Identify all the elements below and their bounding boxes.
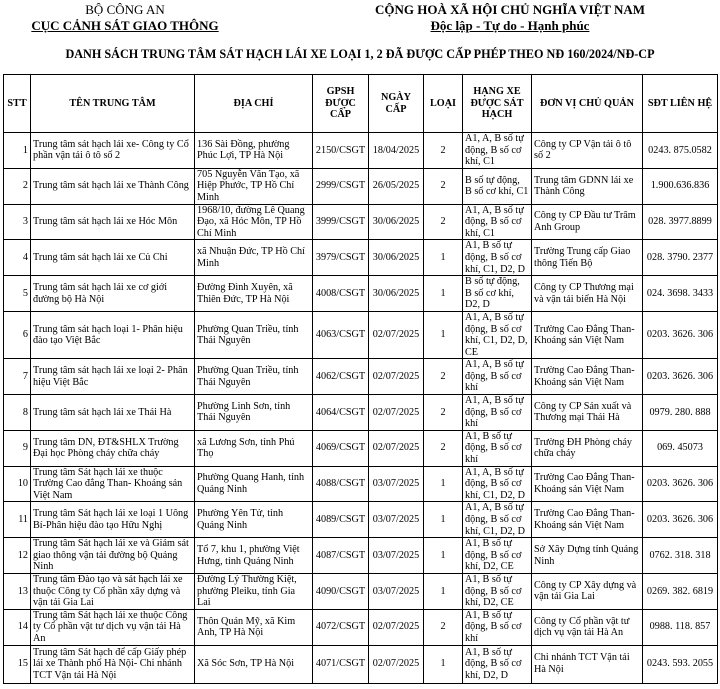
cell-license-classes: A1, A, B số tự động, B số cơ khí [463,395,532,431]
cell-stt: 12 [4,538,31,574]
cell-date: 02/07/2025 [369,430,424,466]
cell-license-classes: A1, B số tự động, B số cơ khí, D2, CE [463,573,532,609]
cell-gpsh: 3979/CSGT [313,240,369,276]
cell-owner: Công ty CP Xây dựng và vận tải Gia Lai [532,573,643,609]
cell-address: Đường Đình Xuyên, xã Thiên Đức, TP Hà Nội [195,276,313,312]
cell-license-classes: A1, A, B số tự động, B số cơ khí, C1, D2, D, CE [463,311,532,358]
national-heading [300,0,720,34]
cell-stt: 8 [4,395,31,431]
cell-gpsh: 3999/CSGT [313,204,369,240]
table-header-row [4,75,718,133]
cell-license-classes: A1, A, B số tự động, B số cơ khí, C1, D2, D [463,466,532,502]
cell-class: 1 [424,573,463,609]
cell-address: 705 Nguyễn Văn Tạo, xã Hiệp Phước, TP Hồ Chí Minh [195,168,313,204]
table-row [4,395,718,431]
issuer-block [0,0,250,34]
cell-owner: Trường Cao Đẳng Than-Khoáng sản Việt Nam [532,466,643,502]
nation-name: CỘNG HOÀ XÃ HỘI CHỦ NGHĨA VIỆT NAM [374,2,646,17]
cell-owner: Chi nhánh TCT Vận tải Hà Nội [532,645,643,683]
cell-gpsh: 4072/CSGT [313,609,369,645]
cell-phone: 0988. 118. 857 [643,609,718,645]
cell-license-classes: A1, B số tự động, B số cơ khí, C1, D2, D [463,240,532,276]
cell-stt: 6 [4,311,31,358]
cell-phone: 0762. 318. 318 [643,538,718,574]
cell-phone: 0203. 3626. 306 [643,311,718,358]
cell-date: 03/07/2025 [369,502,424,538]
cell-center-name: Trung tâm sát hạch lái xe- Công ty Cổ phần vận tải ô tô số 2 [31,133,195,169]
cell-license-classes: B số tự động, B số cơ khí, D2, D [463,276,532,312]
table-row [4,430,718,466]
cell-address: xã Lương Sơn, tỉnh Phú Thọ [195,430,313,466]
cell-stt: 10 [4,466,31,502]
cell-license-classes: A1, A, B số tự động, B số cơ khí [463,359,532,395]
cell-phone: 0243. 593. 2055 [643,645,718,683]
table-row [4,133,718,169]
col-header-stt: STT [4,75,31,133]
table-row [4,311,718,358]
cell-owner: Trường Cao Đẳng Than-Khoáng sản Việt Nam [532,359,643,395]
cell-owner: Công ty CP Sản xuất và Thương mại Thái Hà [532,395,643,431]
cell-stt: 7 [4,359,31,395]
col-header-phone: SĐT LIÊN HỆ [643,75,718,133]
cell-owner: Công ty CP Vận tải ô tô số 2 [532,133,643,169]
cell-owner: Công ty Cổ phần vật tư dịch vụ vận tải Hà An [532,609,643,645]
cell-stt: 3 [4,204,31,240]
cell-stt: 11 [4,502,31,538]
cell-date: 02/07/2025 [369,645,424,683]
cell-date: 02/07/2025 [369,609,424,645]
col-header-address: ĐỊA CHỈ [195,75,313,133]
cell-date: 02/07/2025 [369,395,424,431]
cell-date: 30/06/2025 [369,204,424,240]
cell-class: 2 [424,395,463,431]
cell-center-name: Trung tâm sát hạch lái xe loại 2- Phân hiệu Việt Bắc [31,359,195,395]
cell-center-name: Trung tâm sát hạch lái xe Hóc Môn [31,204,195,240]
cell-stt: 14 [4,609,31,645]
col-header-class: LOẠI [424,75,463,133]
cell-stt: 5 [4,276,31,312]
cell-phone: 028. 3790. 2377 [643,240,718,276]
cell-phone: 028. 3977.8899 [643,204,718,240]
cell-phone: 024. 3698. 3433 [643,276,718,312]
cell-date: 02/07/2025 [369,359,424,395]
cell-owner: Trường Cao Đẳng Than-Khoáng sản Việt Nam [532,502,643,538]
cell-license-classes: A1, B số tự động, B số cơ khí [463,430,532,466]
cell-owner: Trường ĐH Phòng cháy chữa cháy [532,430,643,466]
cell-center-name: Trung tâm Đào tạo và sát hạch lái xe thuộc Công ty Cổ phần xây dựng và vận tải Gia Lai [31,573,195,609]
cell-class: 2 [424,430,463,466]
cell-gpsh: 2999/CSGT [313,168,369,204]
agency-name: BỘ CÔNG AN [85,2,165,17]
cell-gpsh: 4088/CSGT [313,466,369,502]
table-row [4,609,718,645]
cell-class: 2 [424,609,463,645]
cell-phone: 0243. 875.0582 [643,133,718,169]
cell-gpsh: 4090/CSGT [313,573,369,609]
table-row [4,502,718,538]
table-row [4,168,718,204]
cell-class: 2 [424,133,463,169]
national-motto: Độc lập - Tự do - Hạnh phúc [430,18,590,33]
cell-center-name: Trung tâm sát hạch lái xe cơ giới đường bộ Hà Nội [31,276,195,312]
cell-class: 2 [424,359,463,395]
cell-date: 18/04/2025 [369,133,424,169]
cell-gpsh: 4062/CSGT [313,359,369,395]
cell-class: 1 [424,466,463,502]
table-row [4,538,718,574]
cell-license-classes: A1, A, B số tự động, B số cơ khí, C1, D2, D [463,502,532,538]
table-row [4,466,718,502]
cell-phone: 0979. 280. 888 [643,395,718,431]
document-title: DANH SÁCH TRUNG TÂM SÁT HẠCH LÁI XE LOẠI 1, 2 ĐÃ ĐƯỢC CẤP PHÉP THEO NĐ 160/2024/NĐ-CP [65,47,655,61]
col-header-gpsh: GPSH ĐƯỢC CẤP [313,75,369,133]
table-row [4,359,718,395]
cell-class: 1 [424,645,463,683]
cell-phone: 0203. 3626. 306 [643,466,718,502]
cell-class: 2 [424,168,463,204]
cell-owner: Trường Trung cấp Giao thông Tiến Bộ [532,240,643,276]
cell-stt: 2 [4,168,31,204]
cell-license-classes: A1, A, B số tự động, B số cơ khí, C1 [463,133,532,169]
cell-class: 1 [424,502,463,538]
table-row [4,276,718,312]
cell-license-classes: A1, A, B số tự động, B số cơ khí, C1 [463,204,532,240]
cell-gpsh: 4071/CSGT [313,645,369,683]
cell-date: 30/06/2025 [369,276,424,312]
cell-center-name: Trung tâm Sát hạch để cấp Giấy phép lái xe Thành phố Hà Nội- Chi nhánh TCT Vận tải Hà Nội [31,645,195,683]
cell-address: Thôn Quán Mỹ, xã Kim Anh, TP Hà Nội [195,609,313,645]
cell-owner: Công ty CP Đầu tư Trâm Anh Group [532,204,643,240]
cell-address: xã Nhuận Đức, TP Hồ Chí Minh [195,240,313,276]
cell-phone: 069. 45073 [643,430,718,466]
cell-owner: Trường Cao Đẳng Than-Khoáng sản Việt Nam [532,311,643,358]
col-header-license: HẠNG XE ĐƯỢC SÁT HẠCH [463,75,532,133]
cell-license-classes: A1, B số tự động, B số cơ khí, D2, CE [463,538,532,574]
cell-gpsh: 4064/CSGT [313,395,369,431]
cell-stt: 13 [4,573,31,609]
cell-owner: Công ty CP Thương mại và vận tải biển Hà Nội [532,276,643,312]
cell-stt: 9 [4,430,31,466]
table-row [4,240,718,276]
cell-stt: 4 [4,240,31,276]
cell-address: Tổ 7, khu 1, phường Việt Hưng, tỉnh Quảng Ninh [195,538,313,574]
cell-address: Đường Lý Thường Kiệt, phường Pleiku, tỉnh Gia Lai [195,573,313,609]
cell-center-name: Trung tâm Sát hạch lái xe loại 1 Uông Bí-Phân hiệu đào tạo Hữu Nghị [31,502,195,538]
cell-phone: 0269. 382. 6819 [643,573,718,609]
cell-gpsh: 2150/CSGT [313,133,369,169]
cell-class: 1 [424,538,463,574]
cell-owner: Trung tâm GDNN lái xe Thành Công [532,168,643,204]
cell-address: Phường Linh Sơn, tỉnh Thái Nguyên [195,395,313,431]
cell-stt: 1 [4,133,31,169]
cell-license-classes: A1, B số tự động, B số cơ khí, D2, D [463,645,532,683]
table-row [4,204,718,240]
cell-center-name: Trung tâm Sát hạch lái xe thuộc Trường Cao đẳng Than- Khoáng sản Việt Nam [31,466,195,502]
cell-address: 1968/10, đường Lê Quang Đạo, xã Hóc Môn, TP Hồ Chí Minh [195,204,313,240]
cell-center-name: Trung tâm DN, ĐT&SHLX Trường Đại học Phòng cháy chữa cháy [31,430,195,466]
table-row [4,645,718,683]
cell-address: 136 Sài Đồng, phường Phúc Lợi, TP Hà Nội [195,133,313,169]
cell-date: 30/06/2025 [369,240,424,276]
cell-address: Phường Quan Triều, tỉnh Thái Nguyên [195,311,313,358]
cell-date: 03/07/2025 [369,538,424,574]
cell-class: 2 [424,204,463,240]
cell-phone: 0203. 3626. 306 [643,359,718,395]
col-header-date: NGÀY CẤP [369,75,424,133]
cell-date: 03/07/2025 [369,573,424,609]
table-body [4,133,718,684]
cell-license-classes: B số tự động, B số cơ khí, C1 [463,168,532,204]
cell-address: Phường Quang Hanh, tỉnh Quảng Ninh [195,466,313,502]
cell-owner: Sở Xây Dựng tỉnh Quảng Ninh [532,538,643,574]
centers-table [3,74,718,684]
col-header-name: TÊN TRUNG TÂM [31,75,195,133]
cell-class: 1 [424,240,463,276]
cell-gpsh: 4069/CSGT [313,430,369,466]
cell-class: 1 [424,276,463,312]
cell-center-name: Trung tâm Sát hạch lái xe thuộc Công ty Cổ phần vật tư dịch vụ vận tải Hà An [31,609,195,645]
cell-gpsh: 4008/CSGT [313,276,369,312]
cell-center-name: Trung tâm sát hạch lái xe Thái Hà [31,395,195,431]
col-header-owner: ĐƠN VỊ CHỦ QUẢN [532,75,643,133]
cell-address: Phường Quan Triều, tỉnh Thái Nguyên [195,359,313,395]
cell-center-name: Trung tâm Sát hạch lái xe và Giám sát giao thông vận tải đường bộ Quảng Ninh [31,538,195,574]
cell-class: 1 [424,311,463,358]
cell-gpsh: 4063/CSGT [313,311,369,358]
cell-phone: 1.900.636.836 [643,168,718,204]
table-row [4,573,718,609]
cell-gpsh: 4089/CSGT [313,502,369,538]
cell-address: Xã Sóc Sơn, TP Hà Nội [195,645,313,683]
cell-center-name: Trung tâm sát hạch loại 1- Phân hiệu đào tạo Việt Bắc [31,311,195,358]
cell-date: 02/07/2025 [369,311,424,358]
cell-date: 26/05/2025 [369,168,424,204]
cell-center-name: Trung tâm sát hạch lái xe Củ Chi [31,240,195,276]
cell-stt: 15 [4,645,31,683]
cell-address: Phường Yên Tử, tỉnh Quảng Ninh [195,502,313,538]
cell-license-classes: A1, B số tự động, B số cơ khí [463,609,532,645]
cell-date: 03/07/2025 [369,466,424,502]
cell-gpsh: 4087/CSGT [313,538,369,574]
cell-center-name: Trung tâm sát hạch lái xe Thành Công [31,168,195,204]
department-name: CỤC CẢNH SÁT GIAO THÔNG [31,18,219,33]
cell-phone: 0203. 3626. 306 [643,502,718,538]
